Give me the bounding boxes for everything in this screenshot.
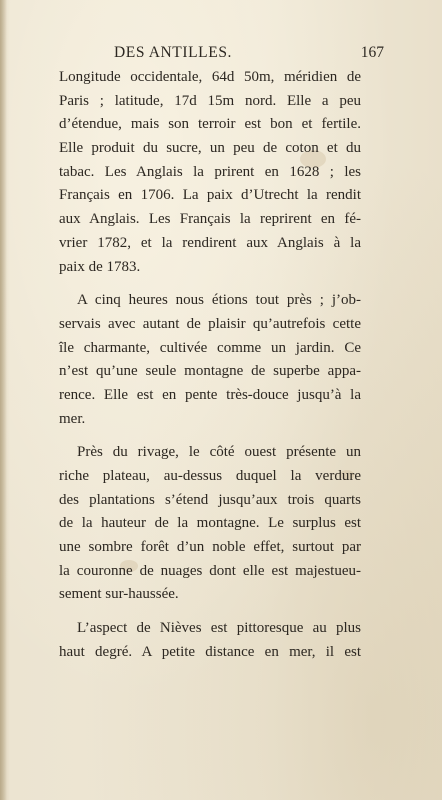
page-number: 167 (360, 44, 384, 61)
text-line: Longitude occidentale, 64d 50m, méridien de (59, 69, 361, 85)
text-line: Français en 1706. La paix d’Utrecht la rendit (59, 187, 361, 204)
text-line: tabac. Les Anglais la prirent en 1628 ; les (59, 163, 361, 180)
body-text (59, 66, 361, 665)
text-line: paix de 1783. (59, 258, 141, 275)
text-line: de la hauteur de la montagne. Le surplus est (59, 515, 361, 532)
running-head: DES ANTILLES. (114, 44, 233, 61)
text-line: servais avec autant de plaisir qu’autrefois cette (59, 315, 361, 332)
text-line: rence. Elle est en pente très-douce jusqu’à la (59, 386, 361, 403)
paragraph-3 (59, 441, 361, 607)
paragraph-2 (59, 289, 361, 431)
text-line: la couronne de nuages dont elle est majestueu- (59, 562, 361, 579)
text-line: mer. (59, 410, 86, 427)
text-line: haut degré. A petite distance en mer, il est (59, 643, 361, 660)
paragraph-1 (59, 66, 361, 279)
page-spine-shadow (0, 0, 7, 800)
text-line: aux Anglais. Les Français la reprirent en fé- (59, 211, 361, 228)
text-line: sement sur-haussée. (59, 586, 179, 603)
text-line: Elle produit du sucre, un peu de coton et du (59, 140, 361, 157)
text-line: Près du rivage, le côté ouest présente un (77, 444, 361, 461)
text-line: île charmante, cultivée comme un jardin. Ce (59, 339, 361, 356)
paragraph-4 (59, 617, 361, 664)
text-line: d’étendue, mais son terroir est bon et fertile. (59, 116, 361, 133)
text-line: A cinq heures nous étions tout près ; j’ob- (77, 292, 361, 309)
text-line: des plantations s’étend jusqu’aux trois quarts (59, 491, 361, 508)
text-line: L’aspect de Nièves est pittoresque au plus (77, 620, 361, 637)
paragraph-gap (59, 607, 361, 617)
page-header (60, 44, 384, 64)
text-line: n’est qu’une seule montagne de superbe appa- (59, 363, 361, 380)
text-line: une sombre forêt d’un noble effet, surtout par (59, 539, 361, 556)
text-line: riche plateau, au-dessus duquel la verdure (59, 468, 361, 484)
paragraph-gap (59, 431, 361, 441)
text-line: Paris ; latitude, 17d 15m nord. Elle a peu (59, 92, 361, 109)
text-line: vrier 1782, et la rendirent aux Anglais à la (59, 234, 361, 251)
paragraph-gap (59, 279, 361, 289)
